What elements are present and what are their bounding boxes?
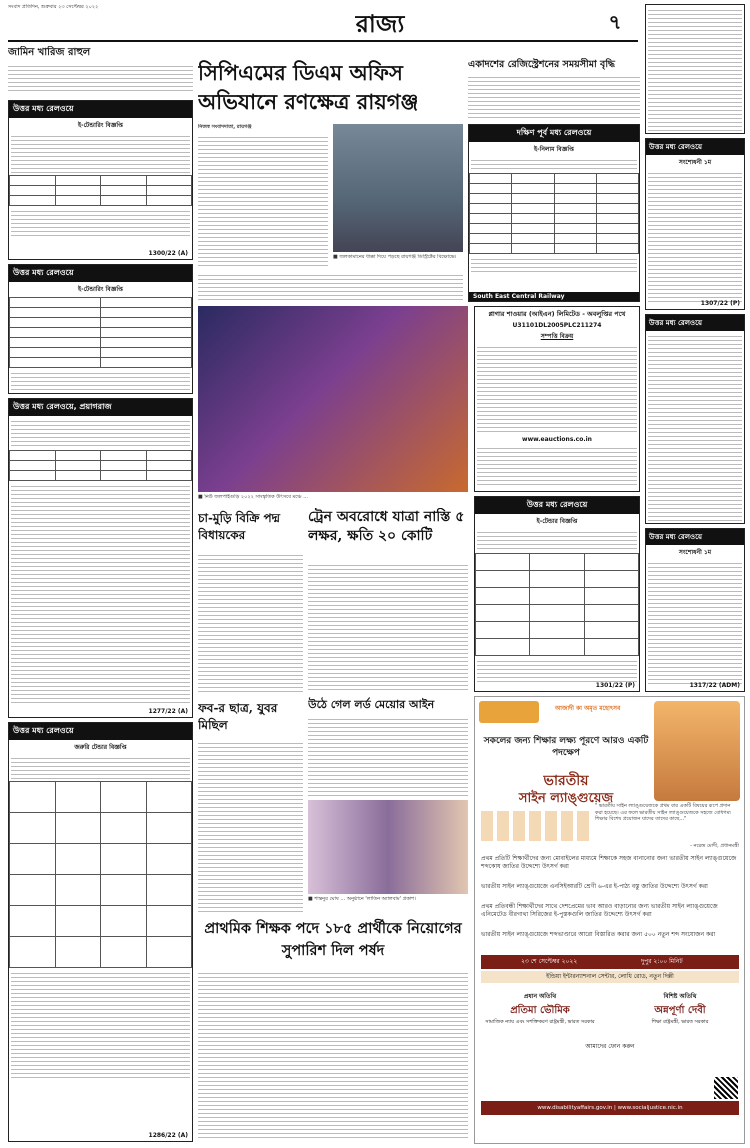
lord-photo (308, 800, 468, 894)
tea-headline: চা-মুড়ি বিক্রি পদ্ম বিধায়কের (198, 511, 281, 542)
ad-time: দুপুর ২:০০ মিনিট (641, 958, 683, 965)
cpm-headline: সিপিএমের ডিএম অফিস অভিযানে রণক্ষেত্র রায়গঞ্জ (198, 60, 419, 114)
emblem-icon (479, 701, 539, 723)
tender-4-table (9, 781, 192, 968)
tender-4-title: উত্তর মধ্য রেলওয়ে (9, 723, 192, 740)
tender-3-intro (11, 418, 190, 448)
ad-point-1: প্রথম প্রতিটি শিক্ষার্থীদের জন্য মোবাইলের মাধ্যমে শিক্ষাকে সহজ বানানোর জন্য ভারতীয় সাইন ল্যাঙ্গুয়েজে শব্দকোষ জাতির উদ্দেশ্যে উৎসর্গ করা (481, 855, 737, 870)
tender-2-sub: ই-টেন্ডারিং বিজ্ঞপ্তি (78, 286, 123, 293)
company-title: প্লাগার শাওয়ার (আইএন) লিমিটেড - অবলুপ্তির পথে (488, 310, 626, 318)
company-notice (474, 306, 640, 492)
ad-title-2: সাইন ল্যাঙ্গুয়েজ (518, 791, 614, 806)
tender-1-title: উত্তর মধ্য রেলওয়ে (9, 101, 192, 118)
ser-title: দক্ষিণ পূর্ব মধ্য রেলওয়ে (469, 125, 639, 142)
jamin-text (8, 63, 193, 93)
register-headline: একাদশের রেজিস্ট্রেশনের সময়সীমা বৃদ্ধি (468, 59, 615, 70)
ad-chief-label: প্রধান অতিথি (523, 993, 557, 1000)
tender-4-intro (11, 755, 190, 779)
tender-1-id: 1300/22 (A) (148, 250, 188, 257)
company-text (477, 344, 637, 434)
tender-3-table (9, 450, 192, 481)
tender-4-sub: জরুরি টেন্ডার বিজ্ঞপ্তি (74, 744, 127, 751)
page-number: ৭ (608, 10, 622, 34)
right-tender-3-id: 1317/22 (ADM) (689, 682, 740, 689)
company-cin: U31101DL2005PLC211274 (512, 322, 602, 329)
tender-5-title: উত্তর মধ্য রেলওয়ে (475, 497, 639, 514)
azadi-logo: আজাদী কা অমৃত মহোৎসব (555, 705, 621, 712)
tender-box-1 (8, 100, 193, 260)
tender-box-5 (474, 496, 640, 692)
right-tender-3 (645, 528, 745, 692)
right-notice-1 (645, 4, 745, 134)
sign-language-ad (474, 696, 745, 1144)
student-text (198, 740, 303, 912)
section-title: রাজ্য (355, 9, 405, 38)
pm-photo (654, 701, 740, 801)
event-photo (198, 306, 468, 492)
ad-guest-label: বিশিষ্ট অতিথি (663, 993, 697, 1000)
company-text-2 (477, 445, 637, 485)
right-tender-1-title: উত্তর মধ্য রেলওয়ে (646, 139, 744, 155)
jamin-headline: জামিন খারিজ রাহুল (8, 47, 91, 58)
ad-guest-name: অন্নপূর্ণা দেবী (654, 1005, 706, 1016)
tender-1-text (11, 133, 190, 173)
ser-intro (471, 157, 637, 171)
tender-box-2 (8, 264, 193, 394)
ad-point-4: ভারতীয় সাইন ল্যাঙ্গুয়েজে শব্দভাণ্ডারে আরো বিস্তারিত করার জন্য ৫০০ নতুন শব্দ সংযোজন করা (481, 931, 716, 938)
jamin-story (8, 46, 193, 96)
hand-signs-icon (481, 811, 591, 841)
cpm-byline: নিজস্ব সংবাদদাতা, রায়গঞ্জ (198, 124, 252, 130)
cpm-text-1 (198, 134, 328, 269)
cpm-photo-caption: ■ জলকামানের ধাক্কা দিয়ে পড়ছে রায়গঞ্জ ডিস্ট্রিক্টের বিক্ষোভে। (333, 254, 457, 260)
qr-code-icon (714, 1077, 738, 1099)
tender-4-text (11, 970, 190, 1080)
ad-quote: " ভারতীয় সাইন ল্যাঙ্গুয়েজকে প্রথম বার একটি বিষয়ের রূপে প্রদান করা হয়েছে। এর ফলে ভারতীয় সাইন ল্যাঙ্গুয়েজকে সহজে বোধগম্য শিক্ষার বিশেষ প্রয়োজন যাদের তাদের কাছে..." (595, 803, 731, 822)
lord-photo-caption: ■ শান্তনুর ঘোষ ... অনুষ্ঠানে 'লাতিন অ্যালবাম' প্রকাশ। (308, 896, 417, 902)
masthead-rule (8, 40, 638, 42)
tender-box-3 (8, 398, 193, 718)
teacher-text (198, 970, 468, 1140)
tender-4-id: 1286/22 (A) (148, 1132, 188, 1139)
masthead-date: সংবাদ প্রতিদিন, শুক্রবার ২৩ সেপ্টেম্বর ২০২২ (8, 4, 99, 10)
ad-point-2: ভারতীয় সাইন ল্যাঙ্গুয়েজে এনসিইআরটি শ্রেণী ৬-এর ই-পাঠ্য বস্তু জাতির উদ্দেশ্যে উৎসর্গ করা (481, 883, 708, 890)
ser-table (469, 173, 639, 254)
tender-1-sub: ই-টেন্ডারিং বিজ্ঞপ্তি (78, 122, 123, 129)
tender-2-title: উত্তর মধ্য রেলওয়ে (9, 265, 192, 282)
train-headline: ট্রেন অবরোধে যাত্রা নাস্তি ৫ লক্ষর, ক্ষতি ২০ কোটি (308, 509, 465, 544)
lord-text (308, 716, 468, 796)
ad-title-1: ভারতীয় (543, 773, 589, 789)
tender-3-text (11, 483, 190, 703)
tender-5-intro (477, 529, 637, 551)
tender-3-title: উত্তর মধ্য রেলওয়ে, প্রয়াগরাজ (9, 399, 192, 416)
tea-text (198, 552, 303, 692)
right-tender-1-text (648, 170, 742, 304)
ad-invite: আমাদের ফোন করুন (585, 1043, 635, 1050)
right-tender-2-text (648, 333, 742, 523)
event-photo-caption: ■ নিউ জলপাইগুড়ি ২০২২ সাংস্কৃতিক উৎসবে মঞ্চে ... (198, 494, 309, 500)
train-text (308, 562, 468, 692)
right-notice-1-text (648, 7, 742, 133)
company-site: www.eauctions.co.in (522, 436, 592, 443)
company-sub: সম্পত্তি বিক্রয় (540, 333, 574, 340)
ser-tender (468, 124, 640, 302)
ser-sub: ই-নিলাম বিজ্ঞপ্তি (534, 146, 574, 153)
right-tender-1-sub: সংশোধনী ১ম (678, 159, 712, 166)
tender-1-text-2 (11, 208, 190, 238)
ad-tagline: সকলের জন্য শিক্ষার লক্ষ্য পূরণে আরও একটি পদক্ষেপ (483, 736, 649, 758)
lord-headline: উঠে গেল লর্ড মেয়োর আইন (308, 698, 435, 711)
ad-chief-name: প্রতিমা ভৌমিক (510, 1005, 570, 1016)
cpm-photo (333, 124, 463, 252)
tender-2-table (9, 297, 192, 368)
ser-footer: South East Central Railway (469, 292, 639, 301)
tender-5-sub: ই-টেন্ডার বিজ্ঞপ্তি (536, 518, 578, 525)
right-tender-2 (645, 314, 745, 524)
tender-2-text (11, 370, 190, 394)
tender-5-id: 1301/22 (P) (595, 682, 635, 689)
ad-date: ২৩ শে সেপ্টেম্বর ২০২২ (521, 958, 578, 965)
right-tender-1-id: 1307/22 (P) (700, 300, 740, 307)
ad-guest-role: শিক্ষা রাষ্ট্রমন্ত্রী, ভারত সরকার (651, 1019, 709, 1025)
teacher-headline: প্রাথমিক শিক্ষক পদে ১৮৫ প্রার্থীকে নিয়োগের সুপারিশ দিল পর্ষদ (204, 920, 462, 959)
tender-5-text (477, 658, 637, 682)
ad-date-bar (481, 955, 739, 969)
right-tender-3-title: উত্তর মধ্য রেলওয়ে (646, 529, 744, 545)
tender-5-table (475, 553, 639, 656)
ad-footer: www.disabilityaffairs.gov.in | www.socialjustice.nic.in (481, 1101, 739, 1115)
register-text (468, 74, 640, 120)
ad-chief-role: সামাজিক ন্যায় এবং সশক্তিকরণ রাষ্ট্রমন্ত্রী, ভারত সরকার (485, 1019, 595, 1025)
right-tender-1 (645, 138, 745, 310)
tender-1-table (9, 175, 192, 206)
ad-quote-by: - নরেন্দ্র মোদী, প্রধানমন্ত্রী (690, 843, 739, 849)
student-headline: ফব-র ছাত্র, যুবর মিছিল (198, 701, 278, 732)
ser-text (471, 256, 637, 274)
tender-box-4 (8, 722, 193, 1142)
cpm-text-2 (198, 272, 463, 302)
tender-3-id: 1277/22 (A) (148, 708, 188, 715)
right-tender-3-text (648, 560, 742, 686)
ad-point-3: প্রথম প্রতিবন্ধী শিক্ষার্থীদের সাথে দেশপ্রেমের ভাব আরও বাড়ানোর জন্য ভারতীয় সাইন ল্যাঙ্গুয়েজে এনিমেটেড বীরগাথা সিরিজের ই-পুস্তকগুলি জাতির উদ্দেশ্যে উৎসর্গ করা (481, 903, 718, 918)
ad-venue: ইন্ডিয়া ইন্টারন্যাশনাল সেন্টার, লোধি রোড, নতুন দিল্লী (481, 971, 739, 983)
right-tender-3-sub: সংশোধনী ১ম (678, 549, 712, 556)
right-tender-2-title: উত্তর মধ্য রেলওয়ে (646, 315, 744, 331)
